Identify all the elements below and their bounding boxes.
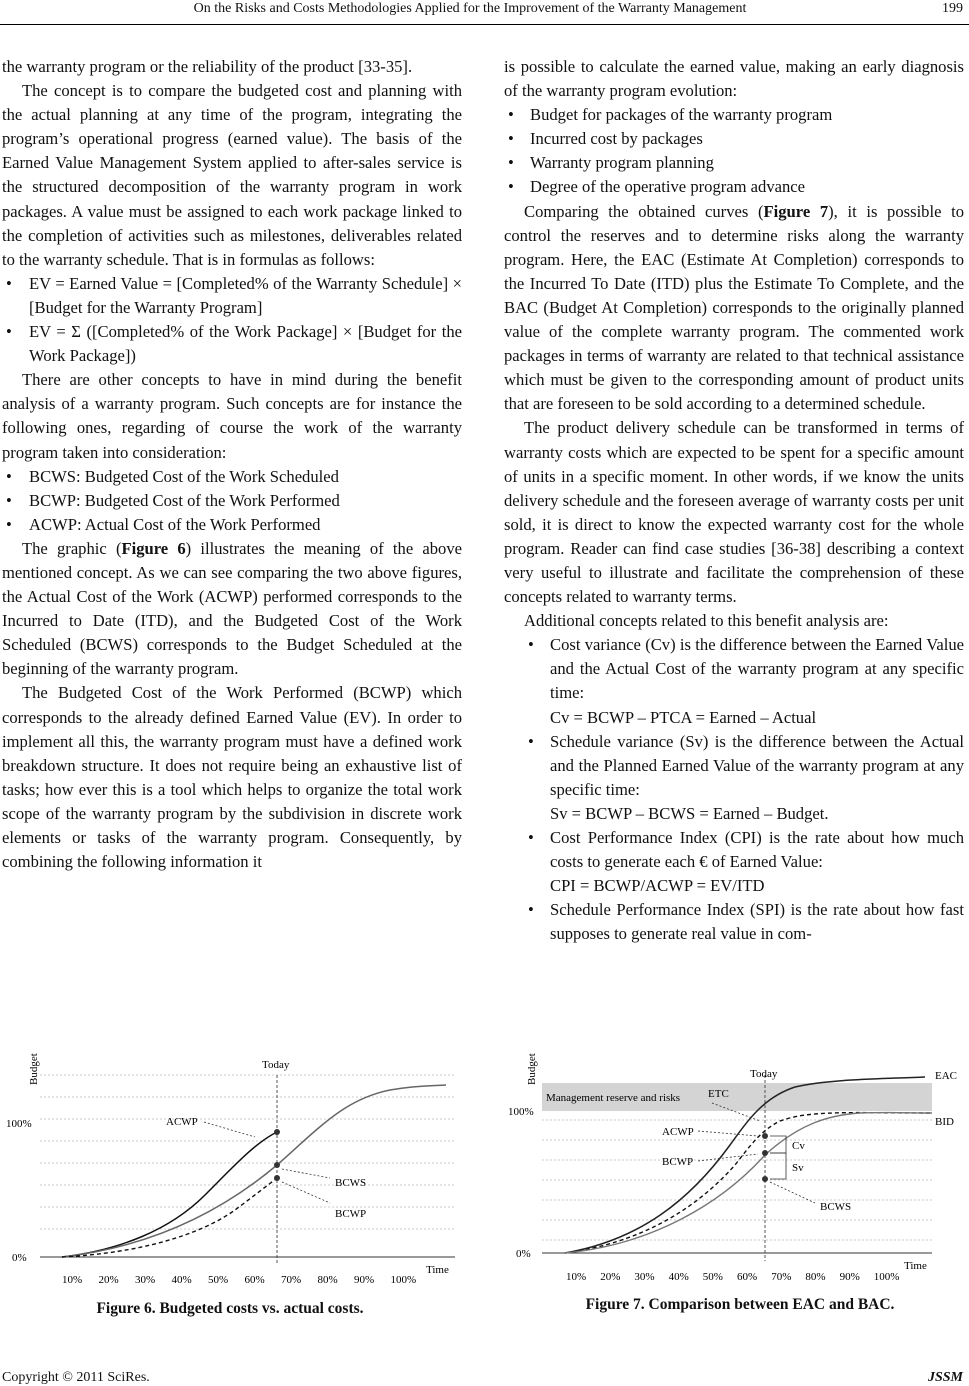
fig6-x-tick: 70% xyxy=(281,1274,302,1286)
paragraph: is possible to calculate the earned value, making an early diagnosis of the warranty program evolution: xyxy=(504,57,964,101)
fig6-y-tick-0: 0% xyxy=(12,1252,27,1264)
fig7-band-label: Management reserve and risks xyxy=(546,1092,681,1104)
fig7-x-tick: 20% xyxy=(600,1271,621,1283)
fig6-x-axis-label: Time xyxy=(426,1264,449,1276)
fig6-x-tick: 10% xyxy=(62,1274,83,1286)
figure-reference[interactable]: Figure 7 xyxy=(763,201,829,221)
fig7-x-tick: 80% xyxy=(805,1271,826,1283)
list-item: • Cost Performance Index (CPI) is the rate about how much costs to generate each € of Earned Value: xyxy=(504,826,964,874)
formula-sv: Sv = BCWP – BCWS = Earned – Budget. xyxy=(550,803,829,823)
bullet-list xyxy=(484,103,964,199)
paragraph xyxy=(504,200,964,417)
bullet-list xyxy=(2,465,462,537)
fig6-x-tick: 50% xyxy=(208,1274,229,1286)
fig7-grid xyxy=(542,1120,932,1240)
fig6-x-tick: 100% xyxy=(390,1274,417,1286)
fig7-x-tick: 90% xyxy=(839,1271,860,1283)
paragraph xyxy=(2,537,462,682)
right-column xyxy=(504,55,964,946)
bullet-list xyxy=(504,898,964,946)
fig6-bcwp-label: BCWP xyxy=(335,1208,367,1220)
list-item: • ACWP: Actual Cost of the Work Performed xyxy=(2,513,462,537)
fig7-x-tick: 100% xyxy=(873,1271,900,1283)
list-item: • Warranty program planning xyxy=(484,151,964,175)
fig6-acwp-label: ACWP xyxy=(166,1116,198,1128)
fig7-acwp-label: ACWP xyxy=(662,1126,694,1138)
fig7-x-tick: 10% xyxy=(566,1271,587,1283)
paragraph: The Budgeted Cost of the Work Performed (BCWP) which corresponds to the already defined Earned Value (EV). In order to implement all this, the warranty program must have a defined work breakdown structure. It does not require being an exhaustive list of tasks; how ever this is a tool which helps to organize the total work scope of the warranty program by the subdivision in discrete work elements or tasks of the warranty program. Consequently, by combining the following information it xyxy=(2,683,462,872)
paragraph: There are other concepts to have in mind during the benefit analysis of a warranty program. Such concepts are for instance the following ones, regarding of course the work of the warranty program taken into consideration: xyxy=(2,370,462,462)
fig7-acwp-leader xyxy=(698,1131,758,1136)
text-run: Comparing the obtained curves ( xyxy=(524,201,764,221)
list-item: • Degree of the operative program advance xyxy=(484,175,964,199)
figure-7 xyxy=(500,1035,968,1293)
fig7-x-axis-label: Time xyxy=(904,1260,927,1272)
figure-7-caption: Figure 7. Comparison between EAC and BAC. xyxy=(585,1296,895,1313)
fig6-acwp-leader xyxy=(204,1122,255,1137)
list-item: • EV = Earned Value = [Completed% of the Warranty Schedule] × [Budget for the Warranty Program] xyxy=(2,272,462,320)
formula-cpi: CPI = BCWP/ACWP = EV/ITD xyxy=(550,876,765,896)
bullet-list xyxy=(504,633,964,705)
fig6-y-tick-100: 100% xyxy=(6,1118,32,1130)
fig6-x-tick: 40% xyxy=(171,1274,192,1286)
figure-6-caption: Figure 6. Budgeted costs vs. actual costs. xyxy=(96,1300,364,1317)
fig7-y-axis-label: Budget xyxy=(526,1053,538,1085)
copyright: Copyright © 2011 SciRes. xyxy=(2,1370,150,1385)
fig7-bcwp-point xyxy=(762,1150,768,1156)
fig7-y-tick-100: 100% xyxy=(508,1106,534,1118)
figure-reference[interactable]: Figure 6 xyxy=(121,538,186,558)
paragraph: The product delivery schedule can be transformed in terms of warranty costs which are expected to be spent for a specific amount of units in a specific moment. In other words, if we know the units delivery schedule and the foreseen average of warranty costs per unit sold, it is direct to know the expected warranty cost for the whole program. Reader can find case studies [36-38] describing a context very useful to illustrate and facilitate the comprehension of these concepts related to warranty terms. xyxy=(504,418,964,607)
fig7-etc-label: ETC xyxy=(708,1088,729,1100)
fig7-bcws-label: BCWS xyxy=(820,1201,852,1213)
journal-name: JSSM xyxy=(927,1370,963,1385)
fig7-sv-label: Sv xyxy=(792,1162,804,1174)
fig6-acwp-point xyxy=(274,1129,280,1135)
fig6-bcws-curve xyxy=(62,1085,446,1257)
fig7-acwp-point xyxy=(762,1133,768,1139)
fig6-bcwp-point xyxy=(274,1175,280,1181)
text-run: ), it is possible to control the reserves and to determine risks along the warranty program. Here, the EAC (Estimate At Completion) corresponds to the Incurred To Date (ITD) plus the Estimate To Complete, and the BAC (Budget At Completion) corresponds to the originally planned value of the complete warranty program. The commented work packages in terms of warranty are related to that technical assistance which must be given to the corresponding amount of product units that are foreseen to be sold according to a determined schedule. xyxy=(504,201,964,414)
fig7-sv-bracket xyxy=(770,1153,786,1179)
fig7-bid-label: BID xyxy=(935,1116,954,1128)
fig6-bcws-point xyxy=(274,1162,280,1168)
fig7-x-tick: 40% xyxy=(668,1271,689,1283)
fig7-today-label: Today xyxy=(750,1068,778,1080)
paragraph: Additional concepts related to this benefit analysis are: xyxy=(524,611,889,631)
fig7-x-ticks xyxy=(566,1271,899,1283)
fig6-bcws-leader xyxy=(282,1169,330,1178)
text-run: The graphic ( xyxy=(22,538,122,558)
bullet-list xyxy=(504,730,964,802)
fig7-bcws-point xyxy=(762,1176,768,1182)
text-run: ) illustrates the meaning of the above mentioned concept. As we can see comparing the two above figures, the Actual Cost of the Work (ACWP) performed corresponds to the Incurred to Date (ITD), and the Budgeted Cost of the Work Scheduled (BCWS) corresponds to the Budget Scheduled at the beginning of the warranty program. xyxy=(2,538,462,679)
list-item: • Schedule variance (Sv) is the difference between the Actual and the Planned Earned Value of the warranty program at any specific time: xyxy=(504,730,964,802)
fig7-cv-label: Cv xyxy=(792,1140,805,1152)
list-item: • BCWP: Budgeted Cost of the Work Performed xyxy=(2,489,462,513)
list-item: • Budget for packages of the warranty program xyxy=(484,103,964,127)
paragraph: The concept is to compare the budgeted cost and planning with the actual planning at any time of the program, integrating the program’s operational progress (earned value). The basis of the Earned Value Management System applied to after-sales service is the structured decomposition of the warranty program in work packages. A value must be assigned to each work package linked to the completion of activities such as milestones, deliverables related to the warranty schedule. That is in formulas as follows: xyxy=(2,81,462,269)
fig7-x-tick: 60% xyxy=(737,1271,758,1283)
fig7-y-tick-0: 0% xyxy=(516,1248,531,1260)
fig6-y-axis-label: Budget xyxy=(28,1053,40,1085)
left-column xyxy=(2,55,462,874)
fig7-x-tick: 30% xyxy=(634,1271,655,1283)
fig6-grid xyxy=(40,1075,455,1229)
fig6-bcws-label: BCWS xyxy=(335,1177,367,1189)
figure-6 xyxy=(0,1035,470,1293)
fig6-today-label: Today xyxy=(262,1059,290,1071)
fig6-x-tick: 30% xyxy=(135,1274,156,1286)
paragraph: the warranty program or the reliability of the product [33-35]. xyxy=(2,57,413,76)
bullet-list xyxy=(2,272,462,368)
bullet-list xyxy=(504,826,964,874)
list-item: • EV = Σ ([Completed% of the Work Package] × [Budget for the Work Package]) xyxy=(2,320,462,368)
list-item: • BCWS: Budgeted Cost of the Work Scheduled xyxy=(2,465,462,489)
list-item: • Incurred cost by packages xyxy=(484,127,964,151)
fig7-x-tick: 50% xyxy=(702,1271,723,1283)
fig6-x-tick: 20% xyxy=(98,1274,119,1286)
list-item: • Schedule Performance Index (SPI) is the rate about how fast supposes to generate real value in com- xyxy=(504,898,964,946)
running-title: On the Risks and Costs Methodologies Applied for the Improvement of the Warranty Management xyxy=(193,1,747,16)
fig6-x-tick: 80% xyxy=(317,1274,338,1286)
running-header xyxy=(0,0,969,25)
fig7-bcws-curve xyxy=(565,1113,932,1253)
fig7-x-tick: 70% xyxy=(771,1271,792,1283)
fig7-bcwp-curve xyxy=(565,1113,932,1253)
formula-cv: Cv = BCWP – PTCA = Earned – Actual xyxy=(550,707,817,727)
fig7-eac-label: EAC xyxy=(935,1070,957,1082)
fig6-x-tick: 90% xyxy=(354,1274,375,1286)
fig6-acwp-curve xyxy=(62,1132,277,1257)
page-number: 199 xyxy=(942,1,963,16)
fig7-bcwp-label: BCWP xyxy=(662,1156,694,1168)
fig6-x-ticks xyxy=(62,1274,416,1286)
fig7-bcws-leader xyxy=(770,1182,815,1203)
list-item: • Cost variance (Cv) is the difference between the Earned Value and the Actual Cost of the warranty program at any specific time: xyxy=(504,633,964,705)
fig6-x-tick: 60% xyxy=(244,1274,265,1286)
